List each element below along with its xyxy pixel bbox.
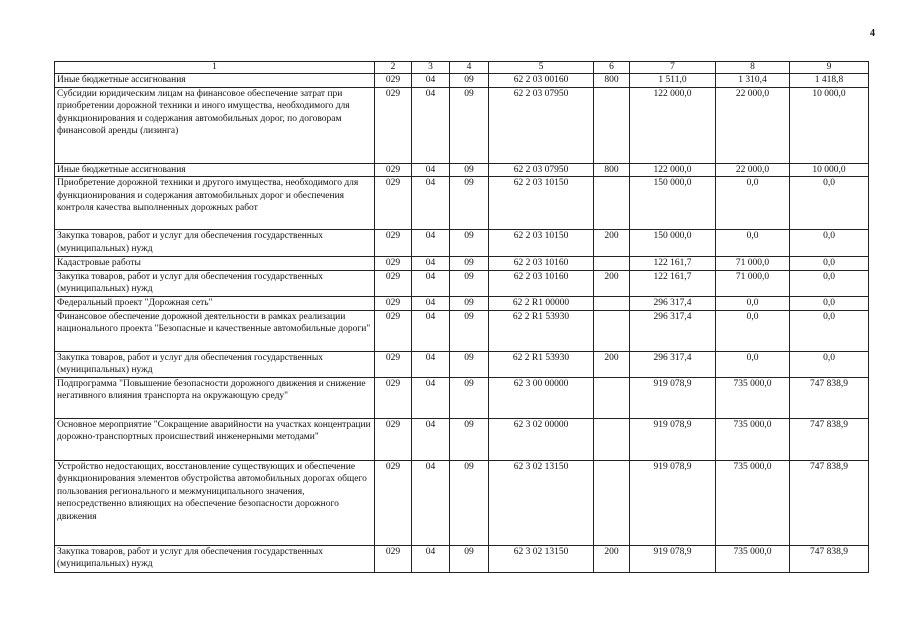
row-value-cell: 1 310,4 [716, 74, 790, 88]
table-row [55, 310, 869, 351]
row-value-cell: 200 [594, 270, 630, 296]
row-name-cell: Подпрограмма "Повышение безопасности дорожного движения и снижение негативного влияния транспорта на окружающую среду" [55, 377, 375, 418]
row-name-cell: Закупка товаров, работ и услуг для обеспечения государственных (муниципальных) нужд [55, 351, 375, 377]
row-value-cell [594, 87, 630, 163]
table-row [55, 257, 869, 271]
row-value-cell: 09 [450, 310, 489, 351]
row-value-cell: 029 [375, 257, 412, 271]
row-value-cell: 1 418,8 [790, 74, 869, 88]
row-value-cell: 09 [450, 257, 489, 271]
row-value-cell: 62 2 03 10150 [489, 230, 594, 257]
header-cell: 6 [594, 62, 630, 74]
row-value-cell: 09 [450, 87, 489, 163]
row-name-cell: Приобретение дорожной техники и другого имущества, необходимого для функционирования и содержания автомобильных дорог и обеспечения контроля качества выполненных дорожных работ [55, 177, 375, 230]
row-value-cell: 0,0 [790, 177, 869, 230]
row-value-cell: 029 [375, 545, 412, 572]
header-cell: 8 [716, 62, 790, 74]
header-cell: 3 [412, 62, 450, 74]
row-value-cell: 04 [412, 418, 450, 460]
row-value-cell [594, 177, 630, 230]
row-name-cell: Федеральный проект "Дорожная сеть" [55, 296, 375, 310]
row-value-cell: 04 [412, 257, 450, 271]
table-row [55, 545, 869, 572]
row-value-cell: 09 [450, 460, 489, 545]
table-row [55, 296, 869, 310]
row-value-cell: 029 [375, 296, 412, 310]
page-number: 4 [870, 28, 875, 39]
row-value-cell: 122 161,7 [630, 257, 716, 271]
row-value-cell: 029 [375, 87, 412, 163]
header-cell: 7 [630, 62, 716, 74]
row-value-cell: 0,0 [716, 310, 790, 351]
row-value-cell: 04 [412, 296, 450, 310]
row-value-cell: 62 2 03 07950 [489, 163, 594, 177]
header-cell: 9 [790, 62, 869, 74]
row-value-cell: 71 000,0 [716, 270, 790, 296]
row-value-cell: 04 [412, 270, 450, 296]
row-value-cell: 62 2 R1 53930 [489, 310, 594, 351]
row-value-cell: 029 [375, 177, 412, 230]
table-row [55, 270, 869, 296]
row-value-cell: 04 [412, 87, 450, 163]
row-value-cell: 62 3 02 00000 [489, 418, 594, 460]
row-value-cell: 04 [412, 310, 450, 351]
table-row [55, 460, 869, 545]
row-value-cell: 029 [375, 230, 412, 257]
row-name-cell: Кадастровые работы [55, 257, 375, 271]
row-value-cell: 919 078,9 [630, 377, 716, 418]
row-value-cell: 09 [450, 545, 489, 572]
row-value-cell [594, 460, 630, 545]
row-name-cell: Закупка товаров, работ и услуг для обеспечения государственных (муниципальных) нужд [55, 270, 375, 296]
row-value-cell: 62 3 00 00000 [489, 377, 594, 418]
row-value-cell: 62 2 R1 53930 [489, 351, 594, 377]
row-value-cell: 1 511,0 [630, 74, 716, 88]
row-value-cell [594, 296, 630, 310]
row-value-cell: 04 [412, 163, 450, 177]
row-value-cell: 150 000,0 [630, 230, 716, 257]
row-value-cell: 919 078,9 [630, 545, 716, 572]
row-value-cell [594, 377, 630, 418]
row-value-cell: 150 000,0 [630, 177, 716, 230]
row-value-cell: 0,0 [716, 351, 790, 377]
row-value-cell: 747 838,9 [790, 377, 869, 418]
row-value-cell: 800 [594, 74, 630, 88]
row-value-cell: 10 000,0 [790, 163, 869, 177]
row-value-cell: 919 078,9 [630, 460, 716, 545]
row-value-cell: 62 3 02 13150 [489, 460, 594, 545]
row-value-cell: 735 000,0 [716, 418, 790, 460]
row-value-cell: 029 [375, 460, 412, 545]
row-value-cell: 09 [450, 163, 489, 177]
row-value-cell: 04 [412, 177, 450, 230]
row-value-cell: 296 317,4 [630, 351, 716, 377]
header-cell: 1 [55, 62, 375, 74]
row-value-cell: 22 000,0 [716, 163, 790, 177]
row-value-cell: 029 [375, 310, 412, 351]
row-name-cell: Устройство недостающих, восстановление существующих и обеспечение функционирования элементов обустройства автомобильных дорогах общего пользования регионального и межмуниципального значения, непосредственно влияющих на обеспечение безопасности дорожного движения [55, 460, 375, 545]
row-name-cell: Финансовое обеспечение дорожной деятельности в рамках реализации национального проекта "Безопасные и качественные автомобильные дороги" [55, 310, 375, 351]
row-name-cell: Субсидии юридическим лицам на финансовое обеспечение затрат при приобретении дорожной техники и иного имущества, необходимого для функционирования и содержания автомобильных дорог, по договорам финансовой аренды (лизинга) [55, 87, 375, 163]
table-row [55, 177, 869, 230]
row-value-cell: 122 000,0 [630, 87, 716, 163]
row-value-cell: 62 2 03 07950 [489, 87, 594, 163]
row-value-cell: 029 [375, 351, 412, 377]
row-value-cell: 029 [375, 270, 412, 296]
row-value-cell: 62 2 R1 00000 [489, 296, 594, 310]
row-value-cell [594, 310, 630, 351]
row-value-cell: 296 317,4 [630, 310, 716, 351]
row-value-cell: 200 [594, 545, 630, 572]
row-value-cell: 029 [375, 377, 412, 418]
row-value-cell: 029 [375, 74, 412, 88]
row-name-cell: Закупка товаров, работ и услуг для обеспечения государственных (муниципальных) нужд [55, 545, 375, 572]
row-value-cell: 0,0 [790, 351, 869, 377]
row-name-cell: Основное мероприятие "Сокращение аварийности на участках концентрации дорожно-транспортных происшествий инженерными методами" [55, 418, 375, 460]
row-value-cell: 296 317,4 [630, 296, 716, 310]
row-value-cell: 09 [450, 270, 489, 296]
row-value-cell: 200 [594, 230, 630, 257]
header-row [55, 62, 869, 74]
table-row [55, 418, 869, 460]
row-value-cell: 04 [412, 351, 450, 377]
row-value-cell: 200 [594, 351, 630, 377]
row-name-cell: Иные бюджетные ассигнования [55, 163, 375, 177]
row-value-cell: 09 [450, 230, 489, 257]
row-value-cell: 09 [450, 296, 489, 310]
row-value-cell: 09 [450, 351, 489, 377]
row-name-cell: Закупка товаров, работ и услуг для обеспечения государственных (муниципальных) нужд [55, 230, 375, 257]
row-value-cell: 122 161,7 [630, 270, 716, 296]
table-row [55, 87, 869, 163]
row-value-cell: 09 [450, 74, 489, 88]
row-value-cell: 0,0 [716, 230, 790, 257]
row-value-cell: 735 000,0 [716, 460, 790, 545]
row-value-cell [594, 257, 630, 271]
table-row [55, 74, 869, 88]
budget-table [54, 61, 869, 573]
row-value-cell: 09 [450, 418, 489, 460]
table-row [55, 230, 869, 257]
row-value-cell: 747 838,9 [790, 418, 869, 460]
table-row [55, 377, 869, 418]
row-value-cell: 04 [412, 230, 450, 257]
row-value-cell: 0,0 [790, 230, 869, 257]
row-value-cell: 0,0 [790, 257, 869, 271]
row-value-cell: 0,0 [790, 310, 869, 351]
header-cell: 2 [375, 62, 412, 74]
header-cell: 5 [489, 62, 594, 74]
row-value-cell: 62 2 03 00160 [489, 74, 594, 88]
row-value-cell: 800 [594, 163, 630, 177]
row-value-cell [594, 418, 630, 460]
row-value-cell: 735 000,0 [716, 377, 790, 418]
row-value-cell: 029 [375, 163, 412, 177]
row-value-cell: 122 000,0 [630, 163, 716, 177]
row-value-cell: 71 000,0 [716, 257, 790, 271]
row-value-cell: 919 078,9 [630, 418, 716, 460]
row-value-cell: 747 838,9 [790, 460, 869, 545]
row-value-cell: 10 000,0 [790, 87, 869, 163]
row-value-cell: 04 [412, 74, 450, 88]
row-name-cell: Иные бюджетные ассигнования [55, 74, 375, 88]
table-row [55, 351, 869, 377]
row-value-cell: 22 000,0 [716, 87, 790, 163]
row-value-cell: 04 [412, 460, 450, 545]
row-value-cell: 04 [412, 377, 450, 418]
row-value-cell: 0,0 [716, 296, 790, 310]
row-value-cell: 029 [375, 418, 412, 460]
row-value-cell: 62 3 02 13150 [489, 545, 594, 572]
row-value-cell: 747 838,9 [790, 545, 869, 572]
row-value-cell: 735 000,0 [716, 545, 790, 572]
row-value-cell: 62 2 03 10150 [489, 177, 594, 230]
row-value-cell: 0,0 [716, 177, 790, 230]
row-value-cell: 04 [412, 545, 450, 572]
table-row [55, 163, 869, 177]
row-value-cell: 0,0 [790, 296, 869, 310]
row-value-cell: 0,0 [790, 270, 869, 296]
row-value-cell: 09 [450, 377, 489, 418]
header-cell: 4 [450, 62, 489, 74]
row-value-cell: 62 2 03 10160 [489, 270, 594, 296]
row-value-cell: 62 2 03 10160 [489, 257, 594, 271]
row-value-cell: 09 [450, 177, 489, 230]
